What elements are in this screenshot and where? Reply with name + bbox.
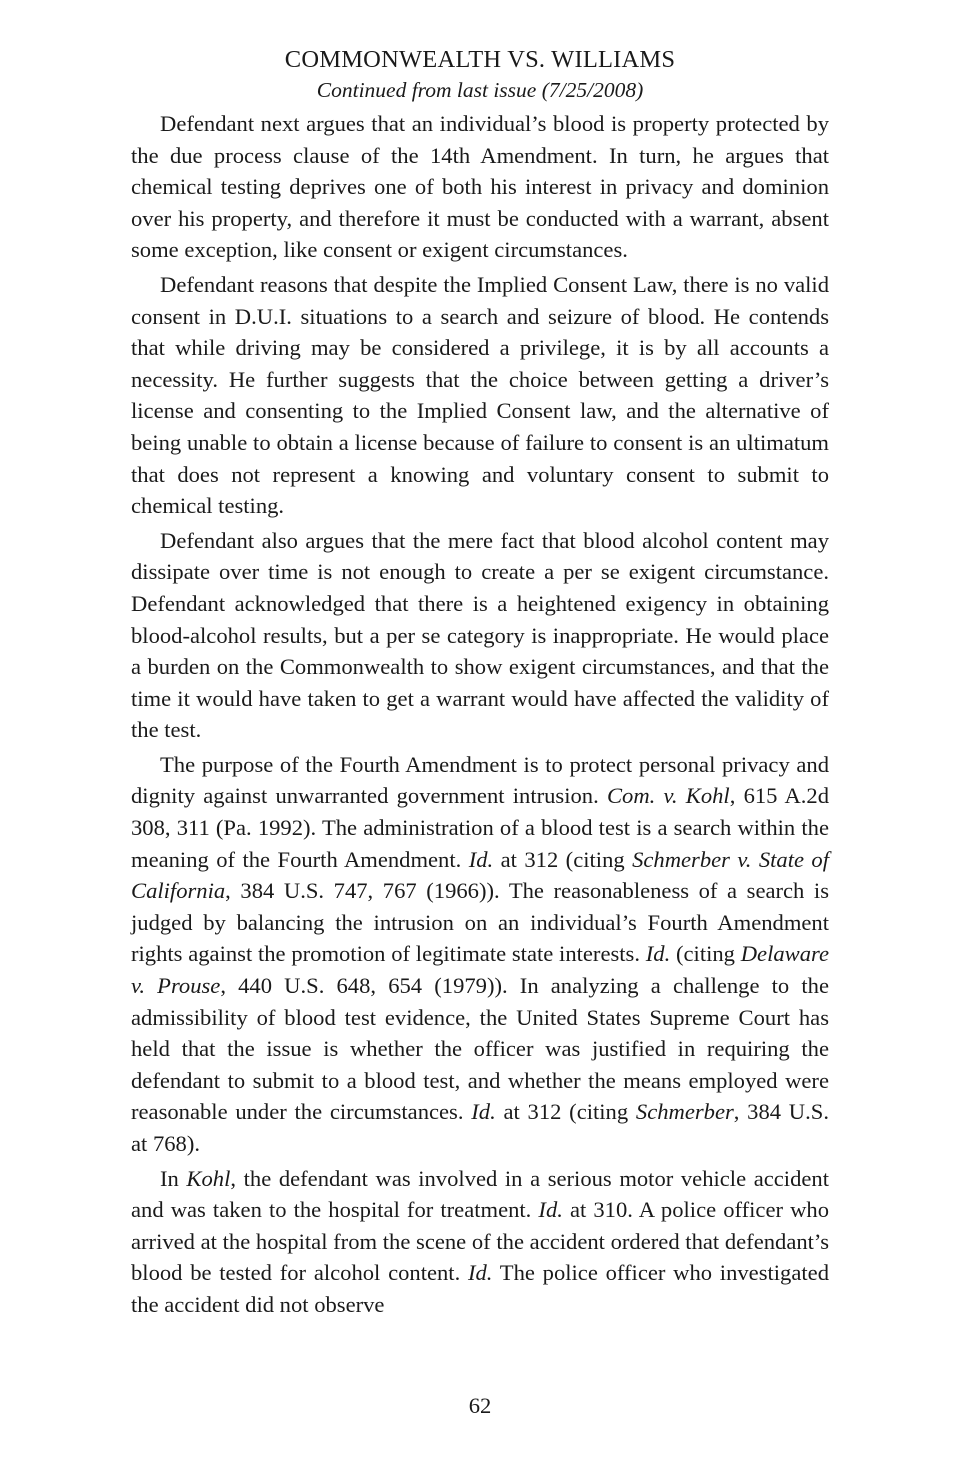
text-run: , 384 U.S. at 768). bbox=[131, 1099, 829, 1156]
italic-citation: Schmerber bbox=[635, 1099, 734, 1125]
text-run: , 615 A.2d 308, 311 (Pa. 1992). The administration of a blood test is a search within the meaning of the Fourth Amendment. bbox=[131, 783, 830, 872]
italic-citation: Schmerber v. State of California bbox=[131, 846, 830, 904]
text-run: at 312 (citing bbox=[493, 846, 633, 872]
paragraph bbox=[131, 108, 829, 266]
case-title: COMMONWEALTH VS. WILLIAMS bbox=[284, 46, 676, 73]
italic-citation: Id. bbox=[538, 1197, 563, 1223]
text-run: , the defendant was involved in a serious motor vehicle accident and was taken to the hospital for treatment. bbox=[131, 1165, 829, 1223]
italic-citation: Id. bbox=[471, 1099, 496, 1125]
text-run: at 312 (citing bbox=[495, 1099, 636, 1125]
italic-citation: Id. bbox=[645, 941, 671, 967]
paragraph bbox=[131, 269, 829, 522]
document-page bbox=[131, 44, 829, 1324]
text-run: at 310. A police officer who arrived at the hospital from the scene of the accident ordered that defendant’s blood be tested for alcohol content. bbox=[131, 1197, 830, 1286]
paragraph bbox=[131, 1163, 829, 1321]
text-run: The police officer who investigated the accident did not observe bbox=[131, 1260, 829, 1317]
case-subtitle: Continued from last issue (7/25/2008) bbox=[316, 78, 644, 102]
italic-citation: Delaware v. Prouse bbox=[131, 941, 829, 999]
text-run: (citing bbox=[670, 941, 741, 967]
text-run: In bbox=[160, 1165, 187, 1191]
page-number: 62 bbox=[468, 1393, 492, 1418]
text-run: The purpose of the Fourth Amendment is to protect personal privacy and dignity against unwarranted government intrusion. bbox=[131, 751, 829, 809]
italic-citation: Id. bbox=[467, 1260, 493, 1286]
text-run: Defendant reasons that despite the Implied Consent Law, there is no valid consent in D.U.I. situations to a search and seizure of blood. He contends that while driving may be considered a privilege, it is by all accounts a necessity. He further suggests that the choice between getting a driver’s license and consenting to the Implied Consent law, and the alternative of being unable to obtain a license because of failure to consent is an ultimatum that does not represent a knowing and voluntary consent to submit to chemical testing. bbox=[131, 271, 829, 519]
body-text bbox=[131, 108, 829, 1321]
text-run: Defendant next argues that an individual’s blood is property protected by the due process clause of the 14th Amendment. In turn, he argues that chemical testing deprives one of both his interest in privacy and dominion over his property, and therefore it must be conducted with a warrant, absent some exception, like consent or exigent circumstances. bbox=[131, 111, 829, 263]
italic-citation: Kohl bbox=[186, 1165, 231, 1191]
paragraph bbox=[131, 749, 829, 1160]
paragraph bbox=[131, 525, 829, 746]
text-run: , 440 U.S. 648, 654 (1979)). In analyzing a challenge to the admissibility of blood test evidence, the United States Supreme Court has held that the issue is whether the officer was justified in requiring the defendant to submit to a blood test, and whether the means employed were reasonable under the circumstances. bbox=[131, 973, 829, 1125]
italic-citation: Id. bbox=[468, 846, 494, 872]
page-header bbox=[131, 44, 829, 104]
text-run: Defendant also argues that the mere fact that blood alcohol content may dissipate over time is not enough to create a per se exigent circumstance. Defendant acknowledged that there is a heightened exigency in obtaining blood-alcohol results, but a per se category is inappropriate. He would place a burden on the Commonwealth to show exigent circumstances, and that the time it would have taken to get a warrant would have affected the validity of the test. bbox=[131, 527, 829, 743]
text-run: , 384 U.S. 747, 767 (1966)). The reasonableness of a search is judged by balancing the intrusion on an individual’s Fourth Amendment rights against the promotion of legitimate state interests. bbox=[131, 878, 829, 967]
italic-citation: Com. v. Kohl bbox=[606, 783, 730, 809]
